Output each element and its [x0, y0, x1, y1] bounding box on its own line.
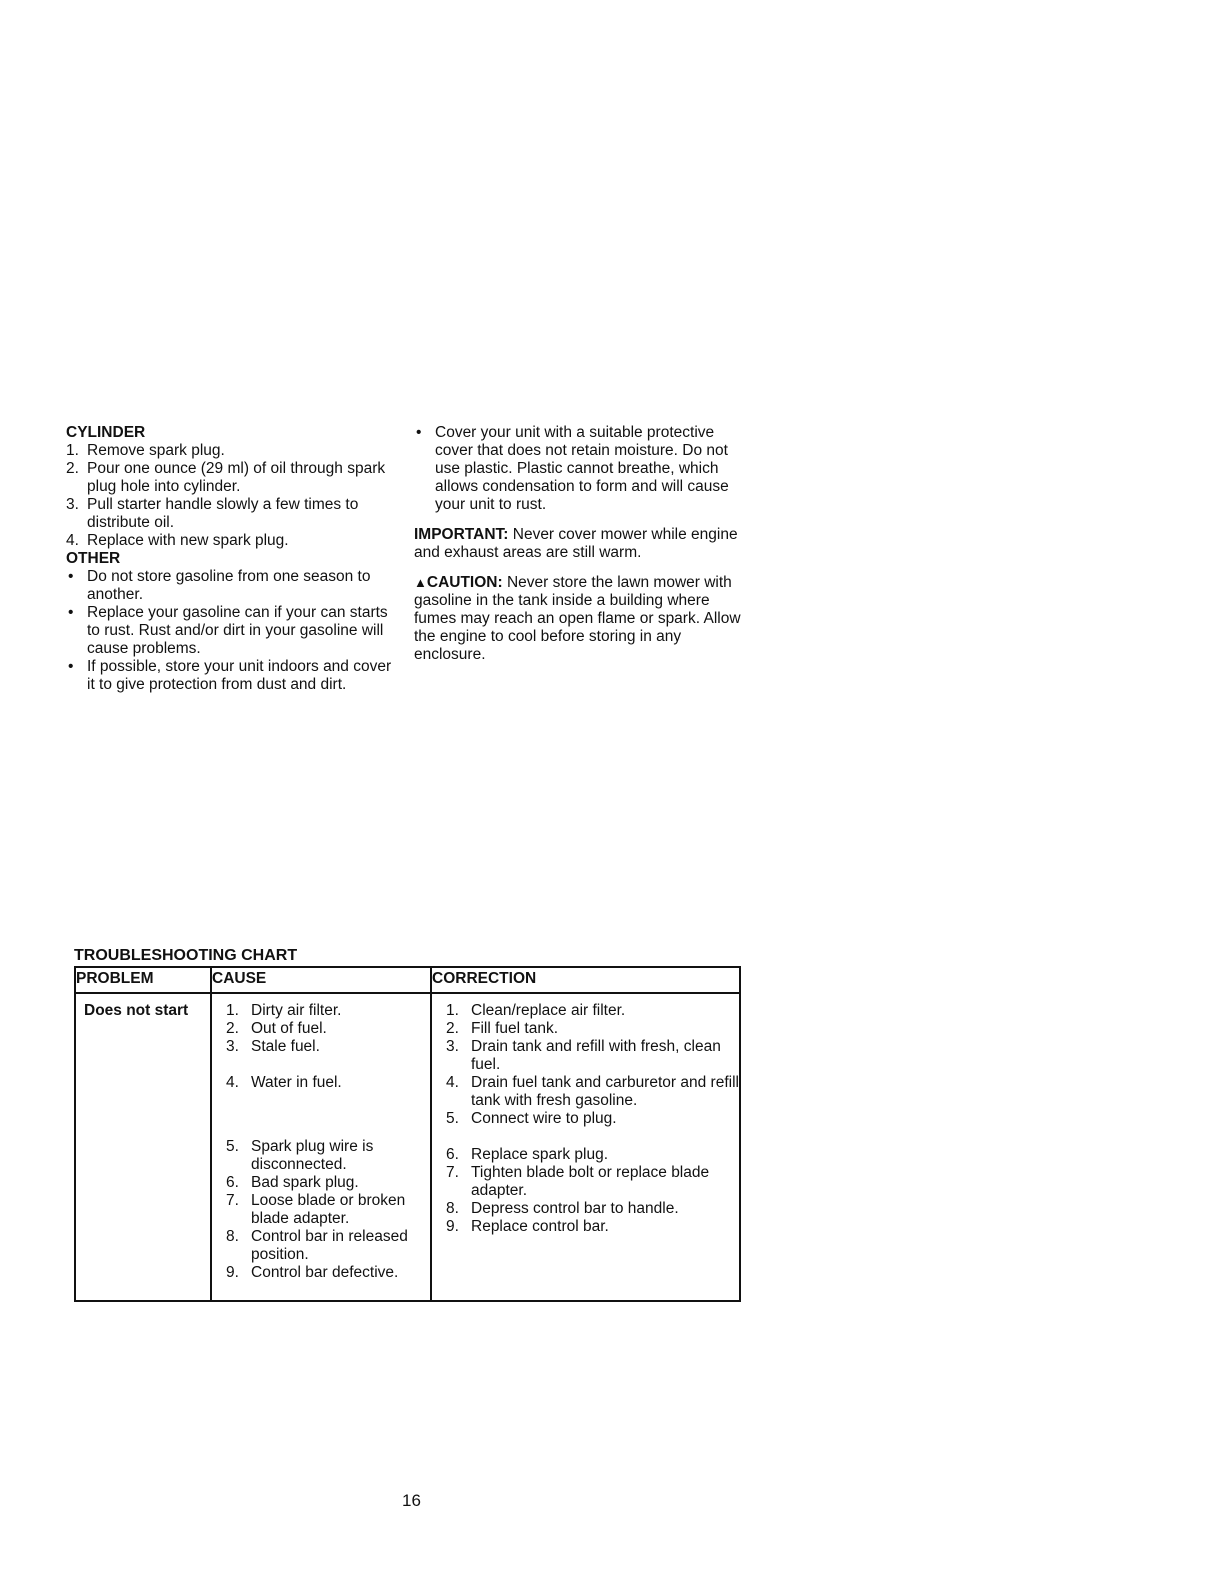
list-item [446, 1074, 739, 1110]
list-item [446, 1110, 739, 1128]
cause-text: Dirty air filter. [251, 1002, 342, 1019]
cause-text: Spark plug wire is disconnected. [251, 1138, 374, 1173]
bullet-icon: • [68, 658, 74, 675]
cause-number: 9. [226, 1264, 239, 1281]
correction-text: Clean/replace air filter. [471, 1002, 626, 1019]
cause-text: Stale fuel. [251, 1038, 320, 1055]
cause-number: 1. [226, 1002, 239, 1019]
list-item [66, 568, 396, 604]
other-heading: OTHER [66, 550, 121, 567]
cause-number: 7. [226, 1192, 239, 1209]
bullet-icon: • [68, 568, 74, 585]
bullet-text: If possible, store your unit indoors and cover it to give protection from dust and dirt. [87, 658, 392, 693]
correction-number: 4. [446, 1074, 459, 1091]
list-item [226, 1192, 430, 1228]
step-number: 4. [66, 532, 79, 549]
problem-cell: Does not start [75, 993, 211, 1301]
correction-number: 6. [446, 1146, 459, 1163]
step-text: Pull starter handle slowly a few times to distribute oil. [87, 496, 359, 531]
list-item [226, 1264, 430, 1282]
list-item [66, 460, 396, 496]
bullet-text: Cover your unit with a suitable protective cover that does not retain moisture. Do not use plastic. Plastic cannot breathe, which allows condensation to form and will cause your unit to rust. [435, 424, 729, 513]
cause-text: Control bar in released position. [251, 1228, 408, 1263]
header-cause: CAUSE [211, 967, 431, 993]
correction-number: 7. [446, 1164, 459, 1181]
list-item [66, 532, 396, 550]
cause-number: 2. [226, 1020, 239, 1037]
cause-text: Control bar defective. [251, 1264, 399, 1281]
correction-text: Replace spark plug. [471, 1146, 608, 1163]
correction-number: 8. [446, 1200, 459, 1217]
step-text: Pour one ounce (29 ml) of oil through spark plug hole into cylinder. [87, 460, 386, 495]
list-item [446, 1146, 739, 1164]
list-item [446, 1218, 739, 1236]
bullet-icon: • [68, 604, 74, 621]
correction-list [432, 1002, 739, 1236]
cause-number: 6. [226, 1174, 239, 1191]
other-bullets [66, 568, 396, 694]
caution-icon: ▲ [414, 575, 427, 590]
cause-list [212, 1002, 430, 1282]
correction-text: Replace control bar. [471, 1218, 609, 1235]
cause-text: Out of fuel. [251, 1020, 327, 1037]
list-item [66, 496, 396, 532]
caution-label: CAUTION: [426, 574, 503, 591]
bullet-icon: • [416, 424, 422, 441]
bullet-text: Do not store gasoline from one season to another. [87, 568, 371, 603]
header-correction: CORRECTION [431, 967, 740, 993]
cause-number: 3. [226, 1038, 239, 1055]
list-item [226, 1174, 430, 1192]
list-item [226, 1038, 430, 1056]
page-number: 16 [402, 1491, 421, 1510]
step-number: 3. [66, 496, 79, 513]
correction-number: 5. [446, 1110, 459, 1127]
cause-text: Loose blade or broken blade adapter. [251, 1192, 406, 1227]
list-item [226, 1074, 430, 1092]
important-text: Never cover mower while engine and exhaust areas are still warm. [414, 526, 738, 561]
list-item [226, 1002, 430, 1020]
troubleshooting-table [74, 966, 741, 1302]
correction-text: Drain tank and refill with fresh, clean fuel. [471, 1038, 721, 1073]
correction-number: 2. [446, 1020, 459, 1037]
step-text: Replace with new spark plug. [87, 532, 289, 549]
cause-number: 8. [226, 1228, 239, 1245]
list-item [414, 424, 744, 514]
important-label: IMPORTANT: [414, 526, 509, 543]
list-item [66, 604, 396, 658]
other-bullets-continued [414, 424, 744, 514]
list-item [226, 1228, 430, 1264]
list-item [446, 1002, 739, 1020]
caution-note [414, 574, 744, 664]
correction-cell [431, 993, 740, 1301]
header-problem: PROBLEM [75, 967, 211, 993]
cylinder-steps [66, 442, 396, 550]
list-item [446, 1038, 739, 1074]
cylinder-heading: CYLINDER [66, 424, 146, 441]
step-number: 2. [66, 460, 79, 477]
cause-cell [211, 993, 431, 1301]
correction-number: 3. [446, 1038, 459, 1055]
cause-text: Bad spark plug. [251, 1174, 359, 1191]
list-item [66, 442, 396, 460]
bullet-text: Replace your gasoline can if your can starts to rust. Rust and/or dirt in your gasoline will cause problems. [87, 604, 388, 657]
list-item [226, 1138, 430, 1174]
correction-number: 9. [446, 1218, 459, 1235]
chart-title: TROUBLESHOOTING CHART [74, 947, 298, 964]
list-item [226, 1020, 430, 1038]
step-text: Remove spark plug. [87, 442, 225, 459]
correction-text: Tighten blade bolt or replace blade adapter. [471, 1164, 710, 1199]
important-note [414, 526, 744, 562]
step-number: 1. [66, 442, 79, 459]
left-column [66, 424, 396, 694]
cause-number: 4. [226, 1074, 239, 1091]
cause-text: Water in fuel. [251, 1074, 342, 1091]
caution-text: Never store the lawn mower with gasoline in the tank inside a building where fumes may reach an open flame or spark. Allow the engine to cool before storing in any enclosure. [414, 574, 741, 663]
correction-text: Connect wire to plug. [471, 1110, 617, 1127]
right-column [414, 424, 744, 664]
list-item [446, 1164, 739, 1200]
correction-number: 1. [446, 1002, 459, 1019]
list-item [446, 1200, 739, 1218]
list-item [446, 1020, 739, 1038]
correction-text: Fill fuel tank. [471, 1020, 559, 1037]
list-item [66, 658, 396, 694]
table-row [75, 993, 740, 1301]
correction-text: Drain fuel tank and carburetor and refill tank with fresh gasoline. [471, 1074, 739, 1109]
cause-number: 5. [226, 1138, 239, 1155]
correction-text: Depress control bar to handle. [471, 1200, 679, 1217]
